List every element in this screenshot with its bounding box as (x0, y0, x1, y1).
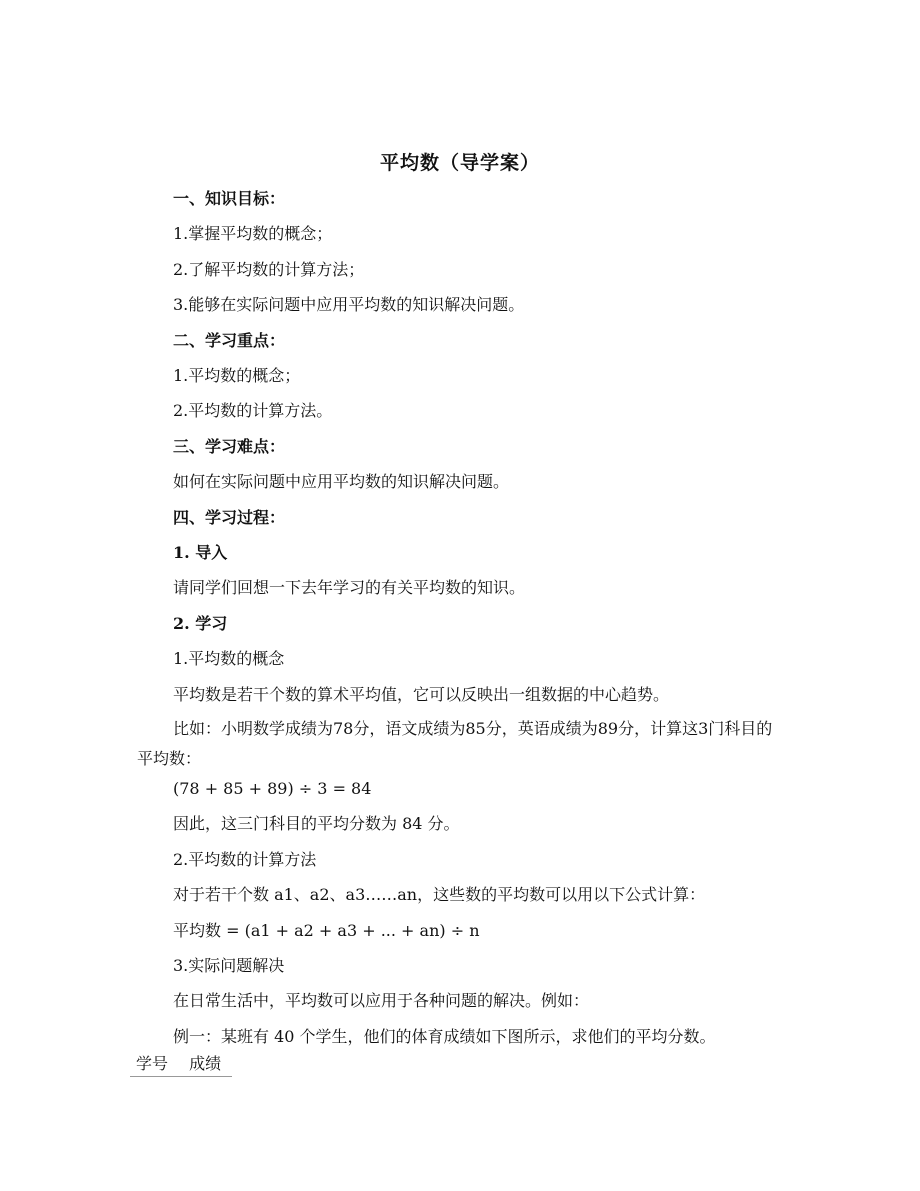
practice-text: 在日常生活中，平均数可以应用于各种问题的解决。例如： (173, 991, 590, 1010)
practice-heading: 3.实际问题解决 (173, 956, 285, 975)
key-point-item-1: 1.平均数的概念； (173, 366, 301, 385)
example-formula: (78 + 85 + 89) ÷ 3 = 84 (173, 779, 372, 798)
score-table-header (130, 1052, 232, 1077)
goal-item-2: 2.了解平均数的计算方法； (173, 260, 365, 279)
section-heading-difficulties: 三、学习难点： (173, 437, 286, 456)
page-title: 平均数（导学案） (379, 152, 540, 174)
section-heading-key-points: 二、学习重点： (173, 331, 286, 350)
goal-item-3: 3.能够在实际问题中应用平均数的知识解决问题。 (173, 295, 525, 314)
method-heading: 2.平均数的计算方法 (173, 850, 317, 869)
goal-item-1: 1.掌握平均数的概念； (173, 224, 333, 243)
section-heading-process: 四、学习过程： (173, 508, 286, 527)
step-heading-study: 2. 学习 (173, 614, 228, 633)
practice-example: 例一：某班有 40 个学生，他们的体育成绩如下图所示，求他们的平均分数。 (173, 1027, 716, 1046)
concept-heading: 1.平均数的概念 (173, 649, 285, 668)
table-header-student-id: 学号 (136, 1054, 169, 1073)
example-text: 比如：小明数学成绩为78分，语文成绩为85分，英语成绩为89分，计算这3门科目的平均数： (137, 719, 773, 768)
table-header-score: 成绩 (189, 1054, 222, 1073)
method-formula: 平均数 = (a1 + a2 + a3 + ... + an) ÷ n (173, 921, 480, 940)
concept-text: 平均数是若干个数的算术平均值，它可以反映出一组数据的中心趋势。 (173, 685, 670, 704)
example-result: 因此，这三门科目的平均分数为 84 分。 (173, 814, 460, 833)
method-text: 对于若干个数 a1、a2、a3……an，这些数的平均数可以用以下公式计算： (173, 885, 706, 904)
key-point-item-2: 2.平均数的计算方法。 (173, 401, 333, 420)
difficulty-text: 如何在实际问题中应用平均数的知识解决问题。 (173, 472, 510, 491)
section-heading-goals: 一、知识目标： (173, 189, 286, 208)
step-intro-text: 请同学们回想一下去年学习的有关平均数的知识。 (173, 578, 526, 597)
step-heading-intro: 1. 导入 (173, 543, 228, 562)
